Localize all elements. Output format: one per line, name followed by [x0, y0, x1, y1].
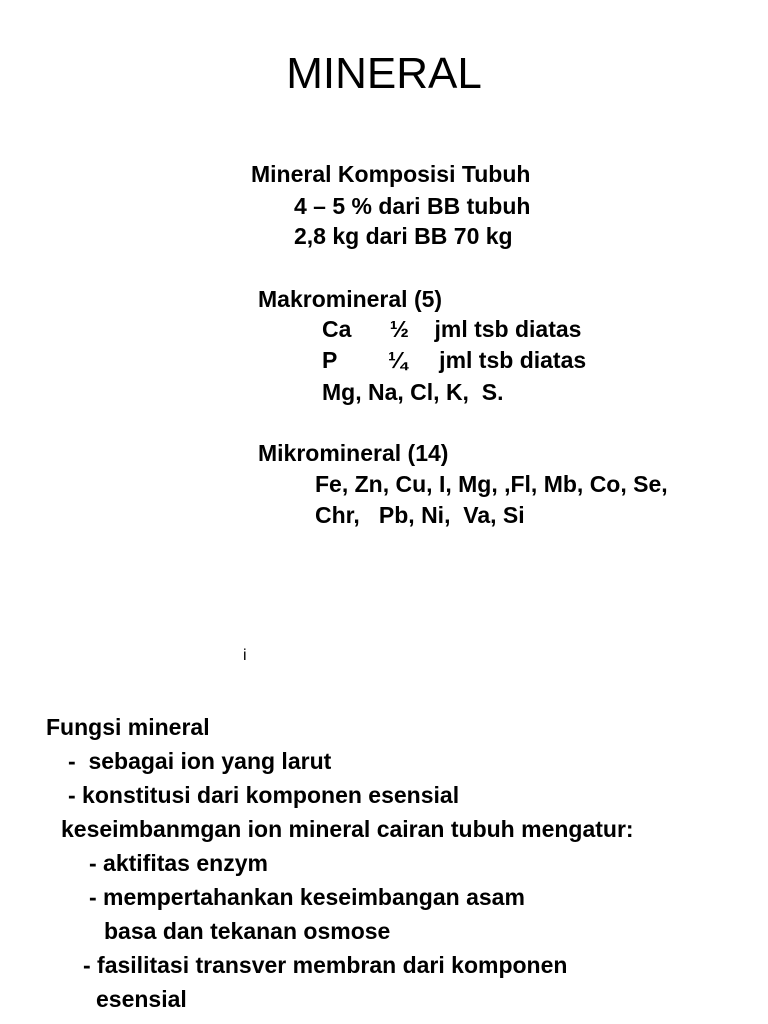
text-line: 2,8 kg dari BB 70 kg [294, 223, 513, 249]
heading-fungsi-mineral: Fungsi mineral [46, 714, 210, 740]
list-item: - sebagai ion yang larut [68, 748, 332, 774]
list-item: - konstitusi dari komponen esensial [68, 782, 460, 808]
slide-title: MINERAL [286, 49, 482, 98]
heading-makromineral: Makromineral (5) [258, 286, 443, 312]
text-line: P ¼ jml tsb diatas [322, 347, 587, 373]
stray-character: i [243, 647, 247, 664]
list-item-continuation: basa dan tekanan osmose [104, 918, 391, 944]
text-line: Ca ½ jml tsb diatas [322, 316, 582, 342]
text-line: Fe, Zn, Cu, I, Mg, ,Fl, Mb, Co, Se, [315, 471, 668, 497]
text-line: keseimbanmgan ion mineral cairan tubuh mengatur: [61, 816, 634, 842]
list-item: - aktifitas enzym [89, 850, 268, 876]
heading-komposisi: Mineral Komposisi Tubuh [251, 161, 531, 187]
list-item: - fasilitasi transver membran dari komponen [83, 952, 568, 978]
text-line: Mg, Na, Cl, K, S. [322, 379, 504, 405]
list-item: - mempertahankan keseimbangan asam [89, 884, 525, 910]
text-line: Chr, Pb, Ni, Va, Si [315, 502, 525, 528]
list-item-continuation: esensial [96, 986, 187, 1012]
heading-mikromineral: Mikromineral (14) [258, 440, 449, 466]
text-line: 4 – 5 % dari BB tubuh [294, 193, 531, 219]
